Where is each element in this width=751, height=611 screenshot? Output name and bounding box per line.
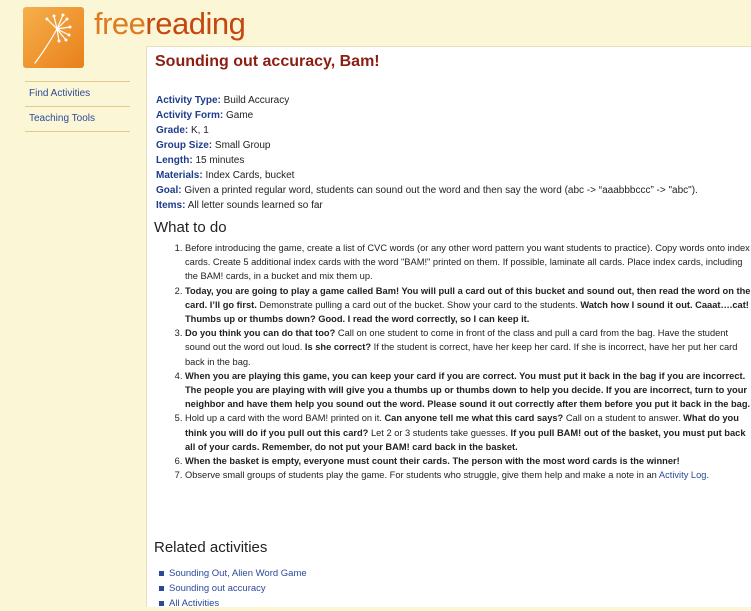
step-text: Observe small groups of students play the game. For students who struggle, give them help and make a note in an (185, 470, 659, 481)
step-text: Call on one student to come in front of the class and pull a card from the bag. Have the student sound out the word out loud. (185, 328, 729, 353)
step-text: Demonstrate pulling a card out of the bucket. Show your card to the students. (256, 299, 581, 310)
step-item (185, 454, 751, 468)
step-text: Do you think you can do that too? (185, 328, 336, 339)
sidebar-item-teaching-tools[interactable]: Teaching Tools (25, 106, 130, 132)
dandelion-icon (23, 7, 84, 68)
activity-meta (156, 93, 698, 213)
brand-free: free (94, 6, 146, 41)
meta-row (156, 123, 698, 138)
bullet-icon (159, 601, 164, 606)
meta-row (156, 168, 698, 183)
steps-list (159, 241, 751, 482)
meta-row (156, 153, 698, 168)
step-text: Watch how I sound it out. Caaat….cat! Thumbs up or thumbs down? Good. I read the word correctly, so I can keep it. (185, 299, 749, 325)
step-text: When the basket is empty, everyone must count their cards. The person with the most word cards is the winner! (185, 456, 680, 467)
meta-row (156, 108, 698, 123)
brand-reading: reading (145, 6, 246, 41)
meta-value: Given a printed regular word, students can sound out the word and then say the word (abc -> “aaabbbccc” -> "abc"). (184, 185, 698, 196)
step-text: Let 2 or 3 students take guesses. (368, 427, 511, 438)
step-text: Can anyone tell me what this card says? (384, 413, 564, 424)
step-text: When you are playing this game, you can keep your card if you are correct. You must put it back in the bag if you are incorrect. The people you are playing with will give you a thumbs up or thumbs down to help you decide. If you are incorrect, turn to your neighbor and have them help you sound out the word. Please sound it out correctly after them before you put it back in the bag. (185, 370, 751, 410)
meta-value: Small Group (214, 140, 271, 151)
step-text: . (706, 470, 710, 481)
step-item (185, 468, 751, 482)
step-text: Before introducing the game, create a list of CVC words (or any other word pattern you want students to practice). Copy words onto index cards. Create 5 additional index cards with the word "BAM!" printed on them. If possible, laminate all cards. Place index cards, including the BAM! cards, in a bucket and mix them up. (185, 243, 750, 282)
step-item (185, 241, 751, 284)
step-text: Hold up a card with the word BAM! printed on it. (185, 413, 385, 424)
step-item (185, 411, 751, 454)
meta-label: Goal: (156, 185, 182, 196)
related-activities-heading: Related activities (154, 539, 268, 556)
meta-label: Grade: (156, 125, 189, 136)
step-text: Is she correct? (304, 342, 372, 353)
meta-row (156, 183, 698, 198)
related-item[interactable] (155, 581, 307, 596)
step-item (185, 326, 751, 369)
step-item (185, 369, 751, 412)
meta-row (156, 138, 698, 153)
meta-label: Materials: (156, 170, 203, 181)
related-link[interactable]: Sounding Out, Alien Word Game (169, 568, 307, 579)
meta-value: Build Accuracy (223, 95, 290, 106)
related-item[interactable] (155, 566, 307, 581)
sidebar-nav (25, 81, 130, 132)
main-content (146, 46, 751, 607)
meta-label: Activity Type: (156, 95, 221, 106)
related-list (155, 566, 307, 611)
meta-label: Group Size: (156, 140, 213, 151)
meta-value: K, 1 (191, 125, 209, 136)
step-text: If you pull BAM! out of the basket, you must put back all of your cards. Remember, do not put your BAM! card back in the basket. (185, 427, 746, 452)
brand-logo[interactable] (94, 6, 245, 42)
meta-label: Length: (156, 155, 193, 166)
meta-value: Index Cards, bucket (205, 170, 295, 181)
meta-label: Activity Form: (156, 110, 224, 121)
logo-icon[interactable] (23, 7, 84, 68)
page-title: Sounding out accuracy, Bam! (155, 53, 380, 70)
what-to-do-heading: What to do (154, 219, 227, 236)
activity-log-link[interactable]: Activity Log (658, 470, 707, 481)
meta-value: 15 minutes (195, 155, 245, 166)
bullet-icon (159, 571, 164, 576)
step-text: If the student is correct, have her keep her card. If she is incorrect, have her put her card back in the bag. (185, 342, 738, 367)
step-text: What do you think you will do if you pull out this card? (185, 413, 739, 438)
bullet-icon (159, 586, 164, 591)
related-item[interactable] (155, 596, 307, 611)
related-link[interactable]: All Activities (169, 598, 220, 609)
meta-value: Game (226, 110, 254, 121)
step-text: Today, you are going to play a game called Bam! You will pull a card out of this bucket and sound out, then read the word on the card. I’ll go first. (185, 285, 751, 310)
sidebar-item-find-activities[interactable]: Find Activities (25, 81, 130, 106)
step-item (185, 284, 751, 327)
related-link[interactable]: Sounding out accuracy (169, 583, 266, 594)
meta-row (156, 93, 698, 108)
meta-value: All letter sounds learned so far (187, 200, 323, 211)
meta-row (156, 198, 698, 213)
step-text: Call on a student to answer. (563, 413, 684, 424)
meta-label: Items: (156, 200, 186, 211)
